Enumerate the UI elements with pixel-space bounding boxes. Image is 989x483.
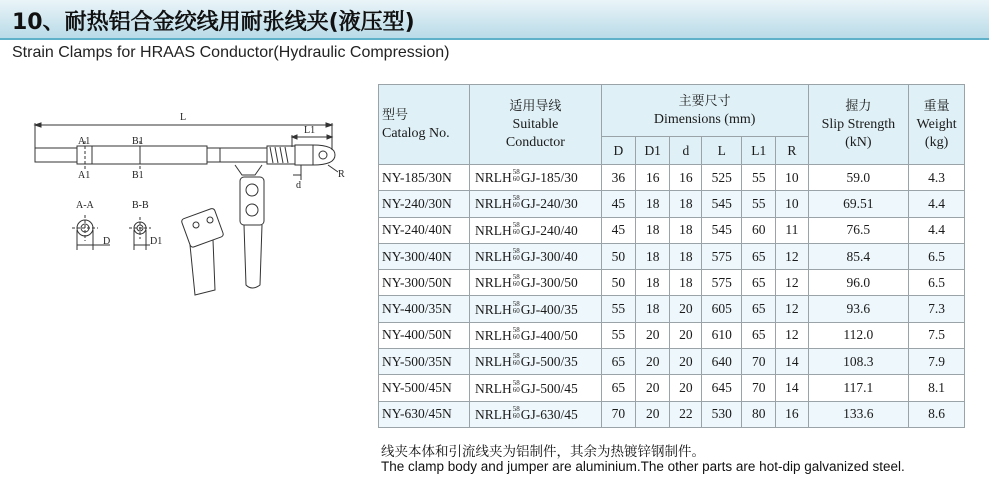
table-row bbox=[379, 270, 965, 296]
cell-L1: 70 bbox=[742, 349, 776, 375]
dim-label-D: D bbox=[103, 236, 111, 247]
cell-slip-strength: 69.51 bbox=[808, 191, 909, 217]
dim-label-D1: D1 bbox=[150, 236, 163, 247]
cell-L1: 65 bbox=[742, 243, 776, 269]
col-conductor: 适用导线 Suitable Conductor bbox=[470, 85, 602, 165]
col-slip-strength: 握力 Slip Strength (kN) bbox=[808, 85, 909, 165]
col-L: L bbox=[702, 137, 742, 165]
cell-R: 11 bbox=[776, 217, 808, 243]
cell-slip-strength: 112.0 bbox=[808, 322, 909, 348]
cell-conductor bbox=[470, 243, 602, 269]
conductor-grade: 58 60 bbox=[512, 220, 520, 236]
cell-L1: 55 bbox=[742, 191, 776, 217]
cell-catalog: NY-500/35N bbox=[379, 349, 470, 375]
cell-catalog: NY-240/30N bbox=[379, 191, 470, 217]
cell-D1: 18 bbox=[636, 296, 670, 322]
cell-d: 18 bbox=[670, 217, 702, 243]
cell-D: 50 bbox=[601, 270, 635, 296]
conductor-grade: 58 60 bbox=[512, 194, 520, 210]
cell-weight: 4.3 bbox=[909, 165, 965, 191]
cell-weight: 7.3 bbox=[909, 296, 965, 322]
cell-L: 545 bbox=[702, 217, 742, 243]
conductor-grade: 58 60 bbox=[512, 299, 520, 315]
cell-R: 12 bbox=[776, 322, 808, 348]
note-english: The clamp body and jumper are aluminium.The other parts are hot-dip galvanized steel. bbox=[381, 459, 905, 474]
cell-D1: 18 bbox=[636, 191, 670, 217]
section-bb-label: B-B bbox=[132, 200, 149, 211]
cell-D: 70 bbox=[601, 401, 635, 427]
conductor-suffix: GJ-400/35 bbox=[520, 301, 578, 317]
table-row bbox=[379, 243, 965, 269]
conductor-grade: 58 60 bbox=[512, 404, 520, 420]
cell-D: 45 bbox=[601, 217, 635, 243]
table-row bbox=[379, 217, 965, 243]
cell-L: 530 bbox=[702, 401, 742, 427]
table-row bbox=[379, 296, 965, 322]
conductor-suffix: GJ-500/45 bbox=[520, 380, 578, 396]
cell-conductor bbox=[470, 270, 602, 296]
conductor-suffix: GJ-300/50 bbox=[520, 275, 578, 291]
cell-slip-strength: 133.6 bbox=[808, 401, 909, 427]
conductor-grade: 58 60 bbox=[512, 247, 520, 263]
cell-catalog: NY-630/45N bbox=[379, 401, 470, 427]
conductor-prefix: NRLH bbox=[475, 222, 512, 238]
cell-catalog: NY-300/40N bbox=[379, 243, 470, 269]
cell-D: 50 bbox=[601, 243, 635, 269]
cell-D: 36 bbox=[601, 165, 635, 191]
cell-L: 545 bbox=[702, 191, 742, 217]
cell-R: 10 bbox=[776, 191, 808, 217]
cell-L: 645 bbox=[702, 375, 742, 401]
cell-L: 575 bbox=[702, 270, 742, 296]
table-row bbox=[379, 165, 965, 191]
cell-slip-strength: 93.6 bbox=[808, 296, 909, 322]
cell-R: 12 bbox=[776, 243, 808, 269]
cell-L1: 60 bbox=[742, 217, 776, 243]
cell-slip-strength: 96.0 bbox=[808, 270, 909, 296]
cell-conductor bbox=[470, 296, 602, 322]
note-chinese: 线夹本体和引流线夹为铝制件，其余为热镀锌钢制件。 bbox=[381, 444, 705, 460]
cell-weight: 7.9 bbox=[909, 349, 965, 375]
cell-D: 65 bbox=[601, 349, 635, 375]
conductor-suffix: GJ-300/40 bbox=[520, 249, 578, 265]
conductor-suffix: GJ-240/30 bbox=[520, 196, 578, 212]
conductor-grade: 58 60 bbox=[512, 352, 520, 368]
cell-L1: 65 bbox=[742, 322, 776, 348]
cell-d: 18 bbox=[670, 243, 702, 269]
cell-catalog: NY-240/40N bbox=[379, 217, 470, 243]
conductor-suffix: GJ-185/30 bbox=[520, 170, 578, 186]
cell-slip-strength: 76.5 bbox=[808, 217, 909, 243]
cell-slip-strength: 108.3 bbox=[808, 349, 909, 375]
cell-conductor bbox=[470, 217, 602, 243]
cell-L: 610 bbox=[702, 322, 742, 348]
page-subtitle: Strain Clamps for HRAAS Conductor(Hydraulic Compression) bbox=[12, 44, 450, 61]
cell-D1: 16 bbox=[636, 165, 670, 191]
spec-table bbox=[378, 84, 965, 428]
cell-catalog: NY-400/35N bbox=[379, 296, 470, 322]
conductor-prefix: NRLH bbox=[475, 327, 512, 343]
cell-R: 10 bbox=[776, 165, 808, 191]
cell-catalog: NY-400/50N bbox=[379, 322, 470, 348]
cell-R: 12 bbox=[776, 270, 808, 296]
col-L1: L1 bbox=[742, 137, 776, 165]
conductor-prefix: NRLH bbox=[475, 249, 512, 265]
cell-conductor bbox=[470, 375, 602, 401]
conductor-prefix: NRLH bbox=[475, 275, 512, 291]
table-row bbox=[379, 191, 965, 217]
cell-weight: 6.5 bbox=[909, 270, 965, 296]
cell-weight: 8.6 bbox=[909, 401, 965, 427]
conductor-suffix: GJ-630/45 bbox=[520, 406, 578, 422]
cell-R: 16 bbox=[776, 401, 808, 427]
cell-R: 14 bbox=[776, 349, 808, 375]
table-row bbox=[379, 322, 965, 348]
dim-label-d: d bbox=[296, 180, 301, 191]
cell-L1: 65 bbox=[742, 296, 776, 322]
cell-L: 525 bbox=[702, 165, 742, 191]
cell-R: 12 bbox=[776, 296, 808, 322]
conductor-suffix: GJ-500/35 bbox=[520, 354, 578, 370]
cell-L1: 70 bbox=[742, 375, 776, 401]
cell-L1: 55 bbox=[742, 165, 776, 191]
col-D1: D1 bbox=[636, 137, 670, 165]
cell-d: 20 bbox=[670, 349, 702, 375]
col-D: D bbox=[601, 137, 635, 165]
col-R: R bbox=[776, 137, 808, 165]
conductor-prefix: NRLH bbox=[475, 406, 512, 422]
cell-weight: 4.4 bbox=[909, 217, 965, 243]
cell-d: 20 bbox=[670, 322, 702, 348]
cell-D1: 18 bbox=[636, 270, 670, 296]
cell-d: 16 bbox=[670, 165, 702, 191]
cell-d: 18 bbox=[670, 191, 702, 217]
table-row bbox=[379, 375, 965, 401]
cell-R: 14 bbox=[776, 375, 808, 401]
dim-label-L1: L1 bbox=[304, 125, 316, 136]
cell-L: 605 bbox=[702, 296, 742, 322]
cell-D1: 18 bbox=[636, 243, 670, 269]
conductor-suffix: GJ-400/50 bbox=[520, 327, 578, 343]
cell-L: 640 bbox=[702, 349, 742, 375]
cell-weight: 4.4 bbox=[909, 191, 965, 217]
conductor-grade: 58 60 bbox=[512, 325, 520, 341]
cell-d: 18 bbox=[670, 270, 702, 296]
cell-conductor bbox=[470, 322, 602, 348]
cell-slip-strength: 59.0 bbox=[808, 165, 909, 191]
col-d: d bbox=[670, 137, 702, 165]
strain-clamp-drawing bbox=[10, 95, 365, 310]
cell-D1: 18 bbox=[636, 217, 670, 243]
label-b1-bottom: B1 bbox=[132, 170, 144, 181]
cell-D1: 20 bbox=[636, 349, 670, 375]
dim-label-R: R bbox=[338, 169, 345, 180]
table-row bbox=[379, 401, 965, 427]
label-b1-top: B1 bbox=[132, 136, 144, 147]
cell-L: 575 bbox=[702, 243, 742, 269]
col-dimensions: 主要尺寸 Dimensions (mm) bbox=[601, 85, 808, 137]
cell-d: 20 bbox=[670, 375, 702, 401]
spec-table-body bbox=[379, 165, 965, 428]
conductor-suffix: GJ-240/40 bbox=[520, 222, 578, 238]
cell-conductor bbox=[470, 191, 602, 217]
col-catalog: 型号 Catalog No. bbox=[379, 85, 470, 165]
section-aa-label: A-A bbox=[76, 200, 94, 211]
cell-weight: 6.5 bbox=[909, 243, 965, 269]
conductor-prefix: NRLH bbox=[475, 301, 512, 317]
cell-D1: 20 bbox=[636, 401, 670, 427]
cell-L1: 80 bbox=[742, 401, 776, 427]
conductor-prefix: NRLH bbox=[475, 380, 512, 396]
conductor-prefix: NRLH bbox=[475, 354, 512, 370]
cell-D: 65 bbox=[601, 375, 635, 401]
cell-d: 20 bbox=[670, 296, 702, 322]
cell-catalog: NY-500/45N bbox=[379, 375, 470, 401]
table-row bbox=[379, 349, 965, 375]
cell-D1: 20 bbox=[636, 322, 670, 348]
cell-weight: 7.5 bbox=[909, 322, 965, 348]
cell-conductor bbox=[470, 401, 602, 427]
cell-slip-strength: 117.1 bbox=[808, 375, 909, 401]
cell-d: 22 bbox=[670, 401, 702, 427]
dim-label-L: L bbox=[180, 112, 187, 123]
label-a1-top: A1 bbox=[78, 136, 91, 147]
label-a1-bottom: A1 bbox=[78, 170, 91, 181]
cell-D: 55 bbox=[601, 296, 635, 322]
cell-conductor bbox=[470, 165, 602, 191]
cell-slip-strength: 85.4 bbox=[808, 243, 909, 269]
cell-D: 55 bbox=[601, 322, 635, 348]
conductor-grade: 58 60 bbox=[512, 168, 520, 184]
cell-weight: 8.1 bbox=[909, 375, 965, 401]
conductor-prefix: NRLH bbox=[475, 196, 512, 212]
col-weight: 重量 Weight (kg) bbox=[909, 85, 965, 165]
conductor-grade: 58 60 bbox=[512, 273, 520, 289]
cell-L1: 65 bbox=[742, 270, 776, 296]
cell-D1: 20 bbox=[636, 375, 670, 401]
cell-catalog: NY-300/50N bbox=[379, 270, 470, 296]
conductor-prefix: NRLH bbox=[475, 170, 512, 186]
conductor-grade: 58 60 bbox=[512, 378, 520, 394]
cell-catalog: NY-185/30N bbox=[379, 165, 470, 191]
cell-conductor bbox=[470, 349, 602, 375]
page-title: 10、耐热铝合金绞线用耐张线夹(液压型) bbox=[12, 10, 415, 35]
cell-D: 45 bbox=[601, 191, 635, 217]
